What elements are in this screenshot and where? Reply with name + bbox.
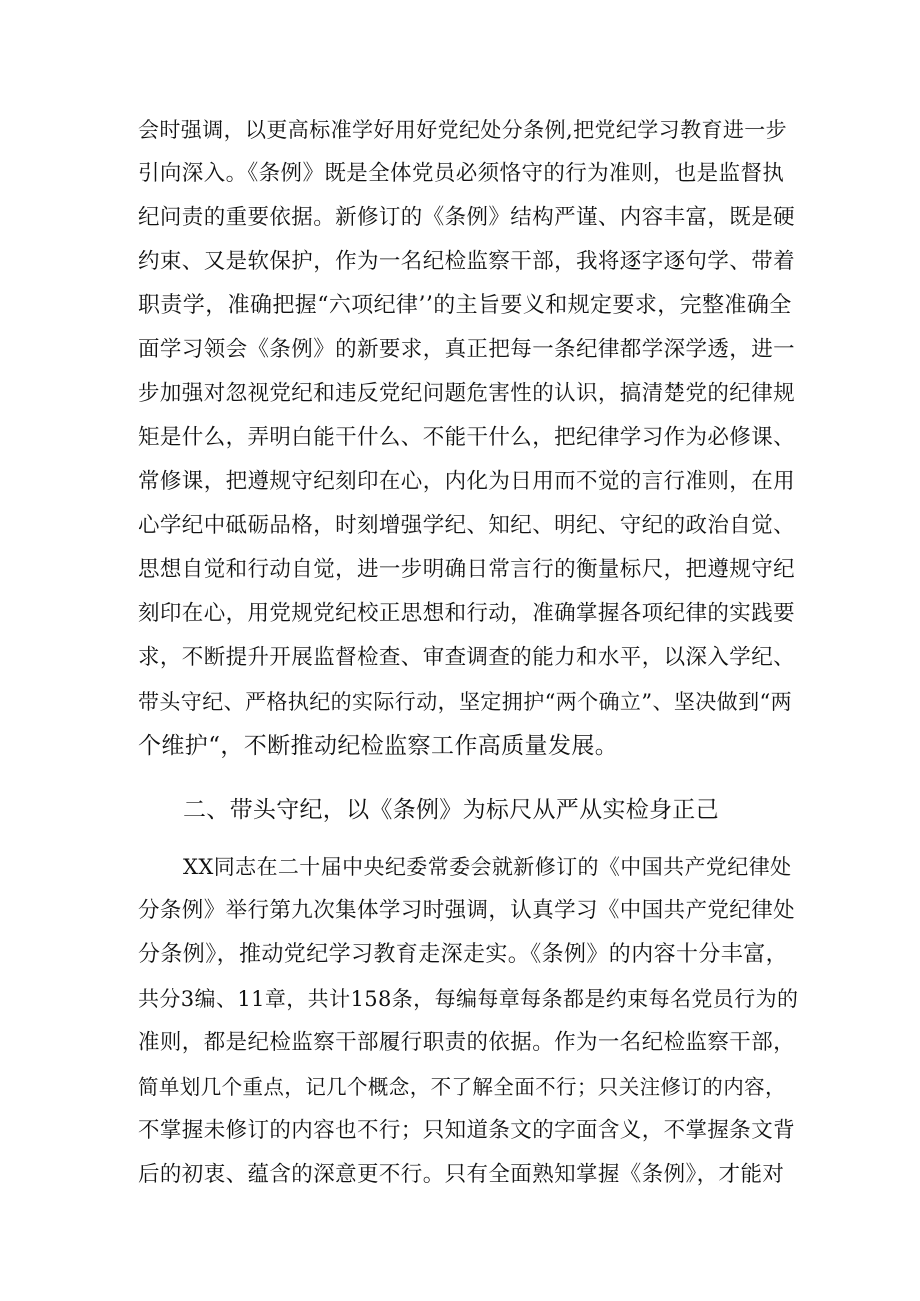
paragraph-line: 会时强调，以更高标准学好用好党纪处分条例,把党纪学习教育进一步 bbox=[138, 118, 788, 142]
paragraph-line: 矩是什么，弄明白能干什么、不能干什么，把纪律学习作为必修课、 bbox=[138, 425, 796, 450]
paragraph-line: 约束、又是软保护，作为一名纪检监察干部，我将逐字逐句学、带着 bbox=[138, 249, 796, 274]
paragraph-line: 带头守纪、严格执纪的实际行动，坚定拥护“两个确立”、坚决做到“两 bbox=[138, 690, 793, 714]
paragraph-line: 步加强对忽视党纪和违反党纪问题危害性的认识，搞清楚党的纪律规 bbox=[138, 381, 796, 406]
paragraph-line: 后的初衷、蕴含的深意更不行。只有全面熟知掌握《条例》，才能对 bbox=[138, 1162, 785, 1187]
paragraph-line: 心学纪中砥砺品格，时刻增强学纪、知纪、明纪、守纪的政治自觉、 bbox=[138, 513, 796, 538]
section-heading: 二、带头守纪，以《条例》为标尺从严从实检身正己 bbox=[183, 797, 719, 823]
paragraph-line: 准则，都是纪检监察干部履行职责的依据。作为一名纪检监察干部， bbox=[138, 1030, 796, 1055]
paragraph-line: 刻印在心，用党规党纪校正思想和行动，准确掌握各项纪律的实践要 bbox=[138, 601, 796, 626]
paragraph-line: 常修课，把遵规守纪刻印在心，内化为日用而不觉的言行准则，在用 bbox=[138, 469, 796, 494]
paragraph-line: XX同志在二十届中央纪委常委会就新修订的《中国共产党纪律处 bbox=[183, 855, 792, 879]
paragraph-line: 纪问责的重要依据。新修订的《条例》结构严谨、内容丰富，既是硬 bbox=[138, 205, 796, 230]
paragraph-line: 不掌握未修订的内容也不行；只知道条文的字面含义，不掌握条文背 bbox=[138, 1118, 796, 1143]
paragraph-line: 分条例》，推动党纪学习教育走深走实。《条例》的内容十分丰富， bbox=[138, 942, 789, 967]
paragraph-line: 个维护“，不断推动纪检监察工作高质量发展。 bbox=[138, 733, 619, 759]
paragraph-line: 职责学，准确把握“六项纪律’’的主旨要义和规定要求，完整准确全 bbox=[138, 293, 792, 318]
paragraph-line: 求，不断提升开展监督检查、审查调查的能力和水平，以深入学纪、 bbox=[138, 645, 796, 670]
paragraph-line: 简单划几个重点，记几个概念，不了解全面不行；只关注修订的内容， bbox=[138, 1075, 786, 1099]
paragraph-line: 面学习领会《条例》的新要求，真正把每一条纪律都学深学透，进一 bbox=[138, 337, 796, 362]
paragraph-line: 共分3编、11章，共计158条，每编每章每条都是约束每名党员行为的 bbox=[138, 987, 799, 1011]
paragraph-line: 引向深入。《条例》既是全体党员必须恪守的行为准则，也是监督执 bbox=[138, 161, 785, 186]
paragraph-line: 思想自觉和行动自觉，进一步明确日常言行的衡量标尺，把遵规守纪 bbox=[138, 557, 796, 582]
paragraph-line: 分条例》举行第九次集体学习时强调，认真学习《中国共产党纪律处 bbox=[138, 898, 796, 923]
